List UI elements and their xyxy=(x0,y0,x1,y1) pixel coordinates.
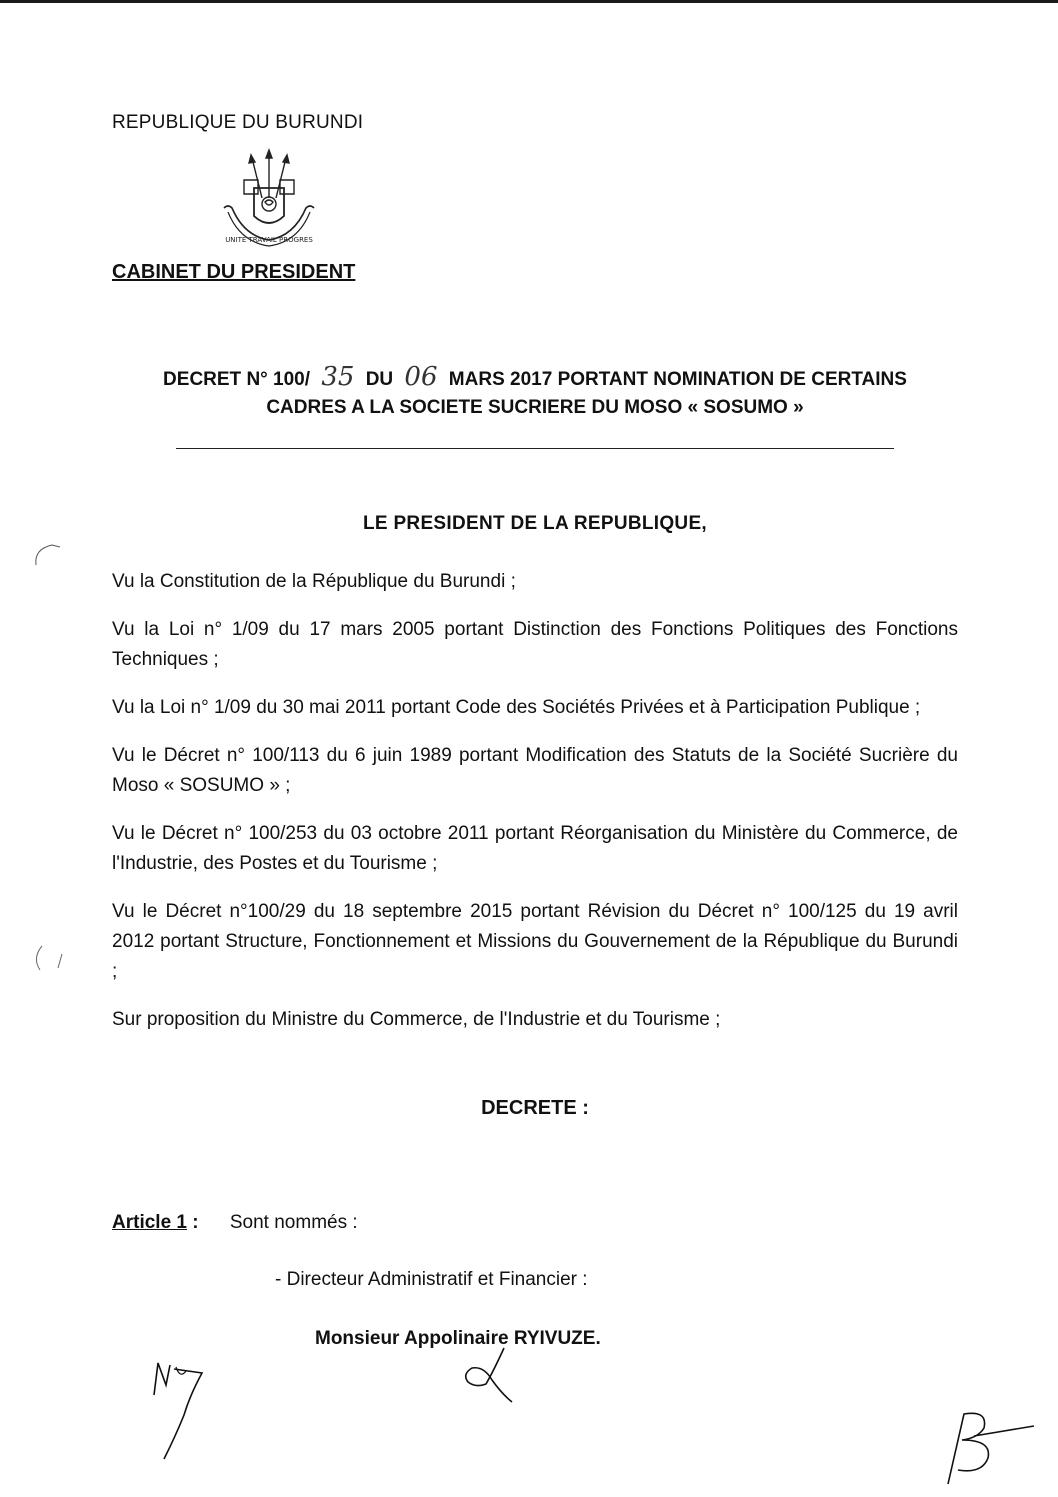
country-heading: REPUBLIQUE DU BURUNDI xyxy=(112,112,364,133)
decree-title xyxy=(110,363,960,422)
preamble-item: Vu le Décret n° 100/253 du 03 octobre 2011 portant Réorganisation du Ministère du Commerce, de l'Industrie, des Postes et du Tourisme ; xyxy=(112,823,958,874)
coat-of-arms-icon xyxy=(214,148,324,258)
paraph-signature-icon xyxy=(450,1340,530,1420)
article-1-text: Sont nommés : xyxy=(229,1212,358,1233)
decree-du: DU xyxy=(365,369,394,390)
decree-day-handwritten: 06 xyxy=(404,362,438,392)
appointee-name: Monsieur Appolinaire RYIVUZE. xyxy=(315,1328,601,1349)
decree-number-handwritten: 35 xyxy=(321,362,355,392)
cabinet-heading: CABINET DU PRESIDENT xyxy=(112,261,356,283)
title-divider xyxy=(176,448,894,449)
emblem-motto: UNITE TRAVAIL PROGRES xyxy=(225,236,313,244)
decree-prefix: DECRET N° 100/ xyxy=(163,369,311,390)
initials-signature-icon xyxy=(140,1355,220,1465)
preamble-item: Vu la Loi n° 1/09 du 17 mars 2005 portant Distinction des Fonctions Politiques des Fonctions Techniques ; xyxy=(112,619,958,670)
punch-hole-mark-icon xyxy=(28,940,72,980)
preamble-item: Vu la Loi n° 1/09 du 30 mai 2011 portant Code des Sociétés Privées et à Participation Publique ; xyxy=(112,697,921,718)
corner-initial-icon xyxy=(930,1400,1040,1490)
margin-mark-icon xyxy=(30,535,70,575)
preamble-item: Sur proposition du Ministre du Commerce, de l'Industrie et du Tourisme ; xyxy=(112,1009,721,1030)
preamble-list xyxy=(112,567,958,1053)
preamble-item: Vu la Constitution de la République du Burundi ; xyxy=(112,571,516,592)
president-heading: LE PRESIDENT DE LA REPUBLIQUE, xyxy=(363,513,707,534)
decree-title-line-1 xyxy=(110,363,960,394)
scan-top-edge xyxy=(0,0,1058,3)
article-1-label: Article 1 xyxy=(112,1212,187,1233)
decree-title-rest: MARS 2017 PORTANT NOMINATION DE CERTAINS xyxy=(448,369,907,390)
article-1-colon: : xyxy=(192,1212,199,1233)
appointment-role: - Directeur Administratif et Financier : xyxy=(275,1269,588,1290)
preamble-item: Vu le Décret n°100/29 du 18 septembre 2015 portant Révision du Décret n° 100/125 du 19 avril 2012 portant Structure, Fonctionnement et Missions du Gouvernement de la République du Burundi ; xyxy=(112,901,958,982)
decree-title-line-2: CADRES A LA SOCIETE SUCRIERE DU MOSO « SOSUMO » xyxy=(266,397,804,418)
decrete-heading: DECRETE : xyxy=(481,1097,589,1119)
article-1 xyxy=(112,1212,358,1234)
preamble-item: Vu le Décret n° 100/113 du 6 juin 1989 portant Modification des Statuts de la Société Sucrière du Moso « SOSUMO » ; xyxy=(112,745,958,796)
